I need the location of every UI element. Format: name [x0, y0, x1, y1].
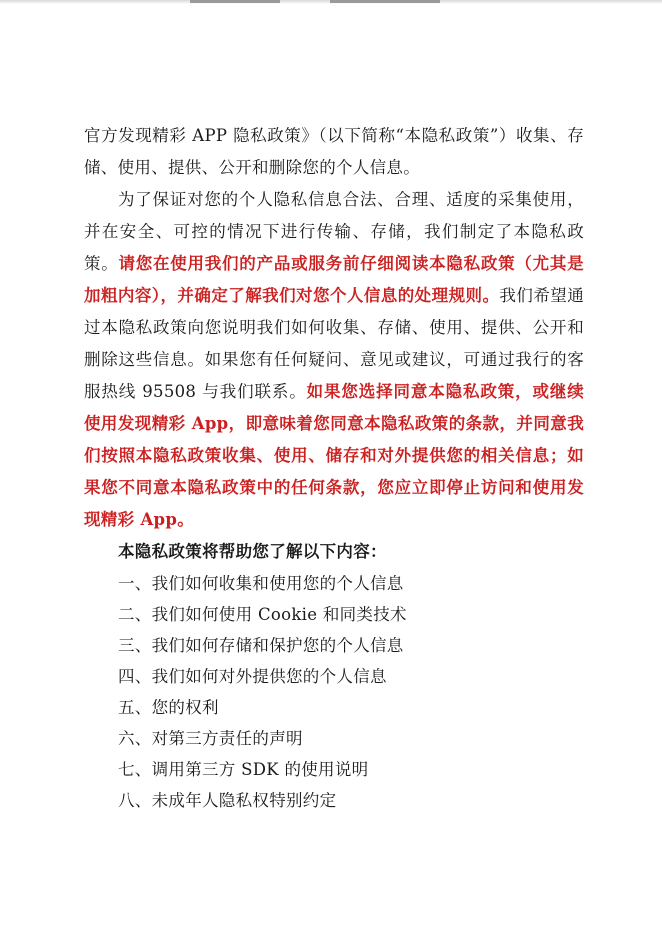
scan-mark	[190, 0, 280, 3]
bold-red-consent-notice: 如果您选择同意本隐私政策，或继续使用发现精彩 App，即意味着您同意本隐私政策的条款，并同意我们按照本隐私政策收集、使用、储存和对外提供您的相关信息；如果您不同意本隐私政策中的任何条款，您应立即停止访问和使用发现精彩 App。	[84, 382, 584, 529]
policy-purpose-text: 为了保证对您的个人隐私信息合法、合理、适度的采集使用，并在安全、可控的情况下进行传输、存储，我们制定了本隐私政策。	[84, 190, 584, 273]
document-body	[84, 120, 584, 816]
scan-mark	[330, 0, 440, 3]
toc-item: 六、对第三方责任的声明	[118, 729, 303, 748]
policy-contact-text: 我们希望通过本隐私政策向您说明我们如何收集、存储、使用、提供、公开和删除这些信息。如果您有任何疑问、意见或建议，可通过我行的客服热线 95508 与我们联系。	[84, 286, 585, 401]
paragraph-intro-continued: 官方发现精彩 APP 隐私政策》（以下简称“本隐私政策”）收集、存储、使用、提供、公开和删除您的个人信息。	[84, 126, 584, 177]
toc-heading: 本隐私政策将帮助您了解以下内容：	[118, 542, 387, 561]
toc-item: 二、我们如何使用 Cookie 和同类技术	[118, 605, 407, 624]
paragraph-policy-statement	[84, 184, 584, 536]
toc-item: 五、您的权利	[118, 698, 219, 717]
toc-item: 七、调用第三方 SDK 的使用说明	[118, 760, 369, 779]
toc-item: 四、我们如何对外提供您的个人信息	[118, 667, 387, 686]
bold-red-reading-notice: 请您在使用我们的产品或服务前仔细阅读本隐私政策（尤其是加粗内容），并确定了解我们对您个人信息的处理规则。	[84, 254, 584, 305]
toc-item: 八、未成年人隐私权特别约定	[118, 791, 337, 810]
toc-item: 一、我们如何收集和使用您的个人信息	[118, 574, 404, 593]
toc-item: 三、我们如何存储和保护您的个人信息	[118, 636, 404, 655]
toc-list	[84, 568, 584, 816]
